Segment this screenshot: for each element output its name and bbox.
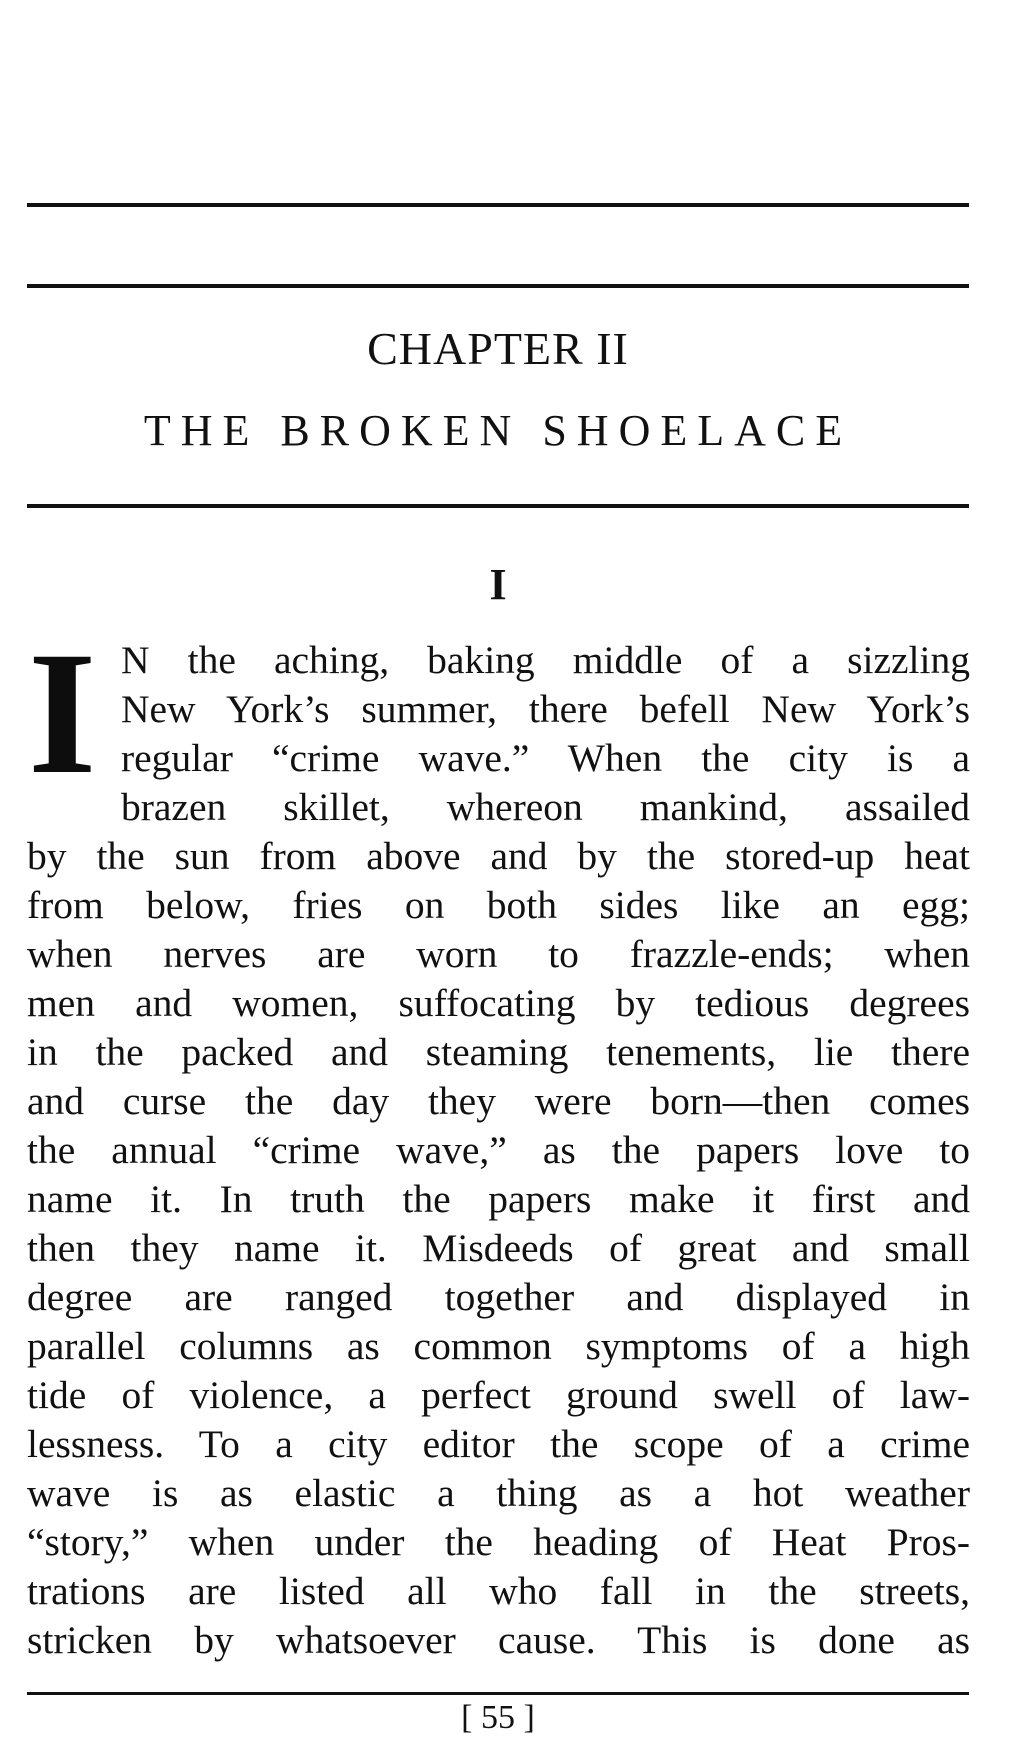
footer-rule xyxy=(27,1692,969,1695)
chapter-number: CHAPTER II xyxy=(367,323,629,374)
drop-cap: I xyxy=(28,616,97,811)
text-line: New York’s summer, there befell New York’s xyxy=(121,687,970,731)
text-line: degree are ranged together and displayed in xyxy=(27,1275,970,1319)
top-rule xyxy=(27,203,969,207)
page-number: [ 55 ] xyxy=(461,1699,535,1736)
text-line: from below, fries on both sides like an egg; xyxy=(27,883,970,927)
text-line: then they name it. Misdeeds of great and small xyxy=(27,1226,970,1270)
text-line: the annual “crime wave,” as the papers love to xyxy=(27,1128,970,1172)
chapter-title: THE BROKEN SHOELACE xyxy=(143,406,853,455)
chapter-heading-top-rule xyxy=(27,284,969,288)
text-line: tide of violence, a perfect ground swell of law- xyxy=(27,1373,970,1417)
text-line: “story,” when under the heading of Heat Pros- xyxy=(27,1520,970,1564)
text-line: wave is as elastic a thing as a hot weather xyxy=(27,1471,970,1515)
text-line: trations are listed all who fall in the streets, xyxy=(27,1569,970,1613)
text-line: stricken by whatsoever cause. This is done as xyxy=(27,1618,970,1662)
text-line: N the aching, baking middle of a sizzling xyxy=(121,638,970,682)
text-line: by the sun from above and by the stored-up heat xyxy=(27,834,970,878)
text-line: men and women, suffocating by tedious degrees xyxy=(27,981,970,1025)
text-line: in the packed and steaming tenements, lie there xyxy=(27,1030,970,1074)
text-line: and curse the day they were born—then comes xyxy=(27,1079,970,1123)
text-line: brazen skillet, whereon mankind, assailed xyxy=(121,785,970,829)
text-line: regular “crime wave.” When the city is a xyxy=(121,736,970,780)
text-line: name it. In truth the papers make it first and xyxy=(27,1177,970,1221)
text-line: lessness. To a city editor the scope of a crime xyxy=(27,1422,970,1466)
body-text xyxy=(27,636,970,1665)
text-line: parallel columns as common symptoms of a high xyxy=(27,1324,970,1368)
section-numeral: I xyxy=(489,560,507,609)
text-line: when nerves are worn to frazzle-ends; when xyxy=(27,932,970,976)
chapter-heading-bottom-rule xyxy=(27,504,969,508)
